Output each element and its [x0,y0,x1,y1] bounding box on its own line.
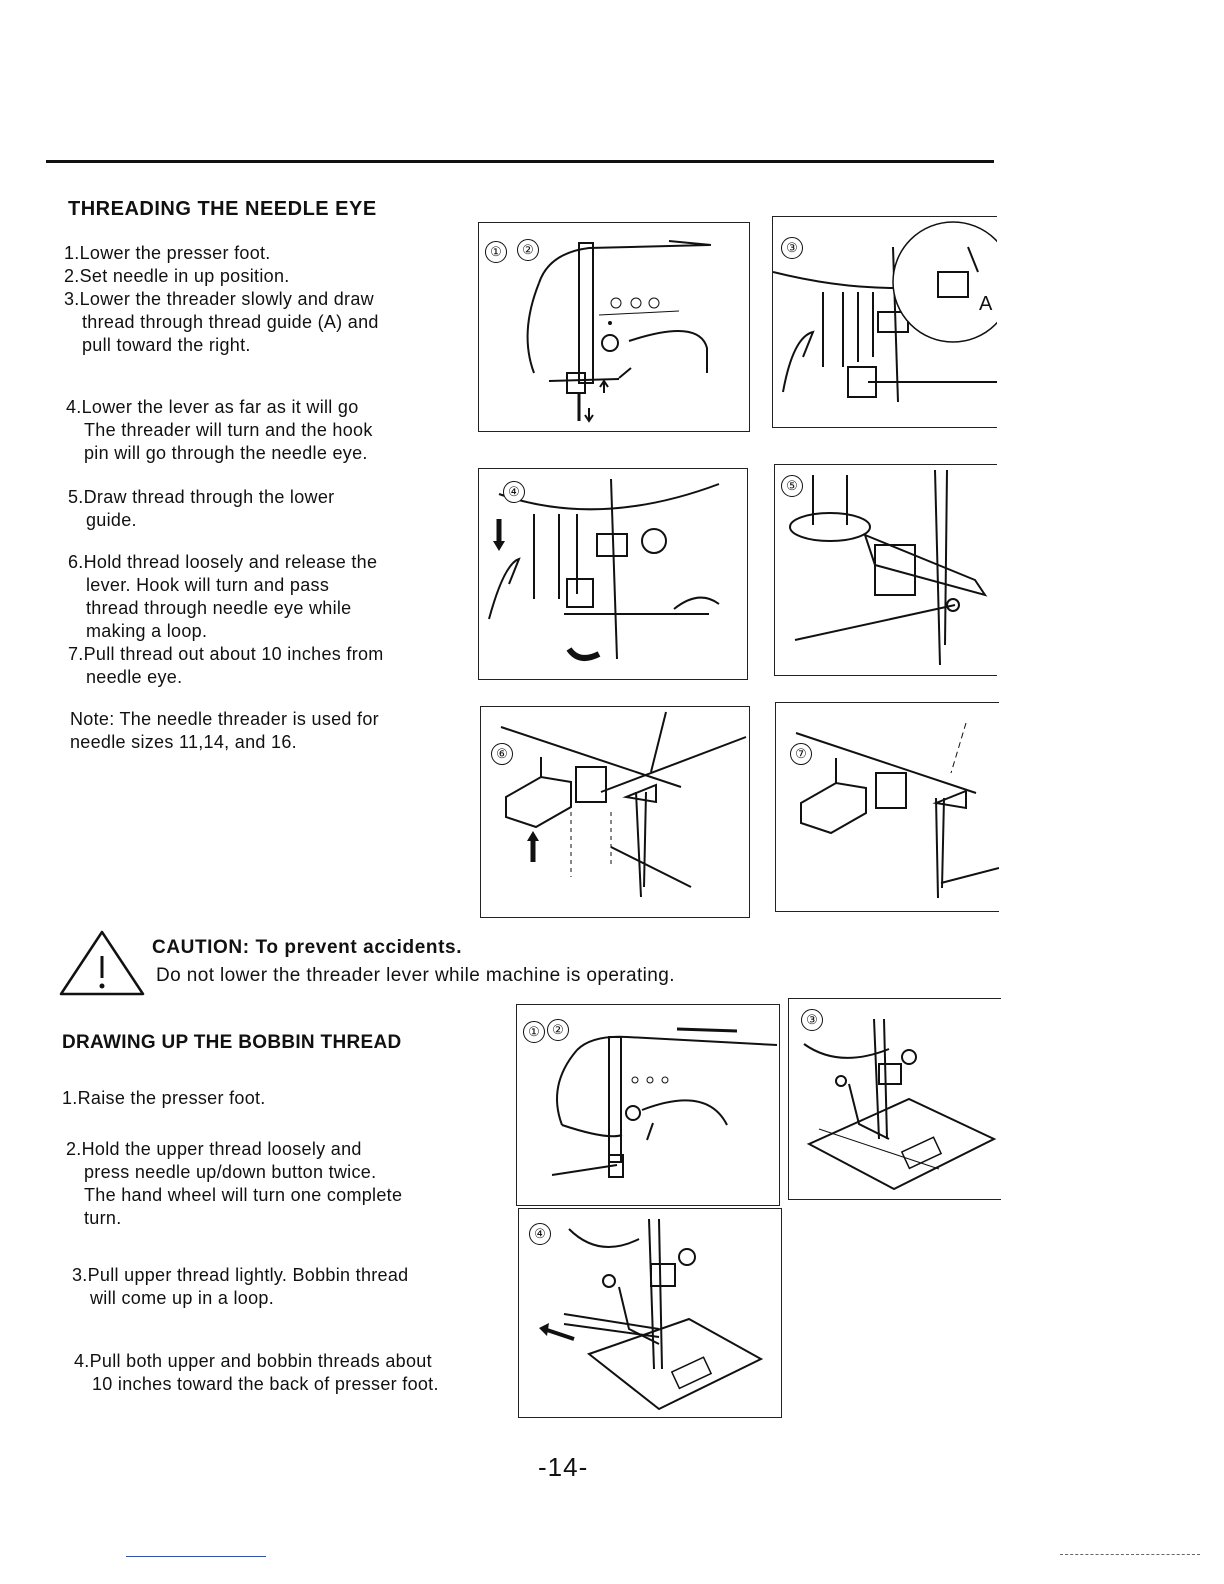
figure-bobbin-3 [788,998,1001,1200]
section-title-threading: THREADING THE NEEDLE EYE [68,198,377,220]
figure-threading-3 [772,216,997,428]
figure-number-4: ④ [503,481,525,503]
bobbin-step-4: 4.Pull both upper and bobbin threads about 10 inches toward the back of presser foot. [74,1351,439,1394]
figure-number-1: ① [485,241,507,263]
bobbin-figure-number-3: ③ [801,1009,823,1031]
bobbin-step-1: 1.Raise the presser foot. [62,1088,266,1108]
caution-warning-icon [58,928,148,998]
figure-bobbin-4 [518,1208,782,1418]
figure-number-6: ⑥ [491,743,513,765]
step-4: 4.Lower the lever as far as it will go The threader will turn and the hook pin will go through the needle eye. [66,397,373,463]
bobbin-step-3: 3.Pull upper thread lightly. Bobbin thread will come up in a loop. [72,1265,409,1308]
section-title-bobbin: DRAWING UP THE BOBBIN THREAD [62,1032,402,1053]
figure-number-5: ⑤ [781,475,803,497]
bottom-link-line [126,1556,266,1557]
bobbin-figure-number-1: ① [523,1021,545,1043]
thread-guide-label-a: A [979,293,993,315]
threader-guide-drawing [773,217,997,427]
lower-guide-drawing [775,465,997,675]
step-6: 6.Hold thread loosely and release the lever. Hook will turn and pass thread through needle eye while making a loop. [68,552,378,641]
figure-threading-7 [775,702,999,912]
caution-text: Do not lower the threader lever while machine is operating. [156,965,675,986]
page-number: -14- [538,1452,589,1482]
pull-bobbin-thread-drawing [519,1209,781,1417]
figure-threading-5 [774,464,997,676]
note: Note: The needle threader is used for needle sizes 11,14, and 16. [70,709,379,752]
threading-steps-1-3 [64,242,454,357]
figure-number-2: ② [517,239,539,261]
step-3: 3.Lower the threader slowly and draw thread through thread guide (A) and pull toward the right. [64,289,379,355]
bobbin-figure-number-2: ② [547,1019,569,1041]
caution-title: CAUTION: To prevent accidents. [152,937,463,958]
figure-threading-1-2 [478,222,750,432]
bobbin-step-2: 2.Hold the upper thread loosely and press needle up/down button twice. The hand wheel will turn one complete turn. [66,1139,403,1228]
figure-number-7: ⑦ [790,743,812,765]
pull-thread-drawing [776,703,999,911]
top-rule [46,160,994,163]
figure-number-3: ③ [781,237,803,259]
figure-bobbin-1-2 [516,1004,780,1206]
step-1: 1.Lower the presser foot. [64,243,271,263]
step-7: 7.Pull thread out about 10 inches from needle eye. [68,644,384,687]
hook-release-drawing [481,707,749,917]
bobbin-figure-number-4: ④ [529,1223,551,1245]
figure-threading-4 [478,468,748,680]
step-5: 5.Draw thread through the lower guide. [68,487,335,530]
bottom-dashed-line [1060,1554,1200,1556]
presser-foot-plate-drawing [789,999,1001,1199]
figure-threading-6 [480,706,750,918]
step-2: 2.Set needle in up position. [64,266,290,286]
